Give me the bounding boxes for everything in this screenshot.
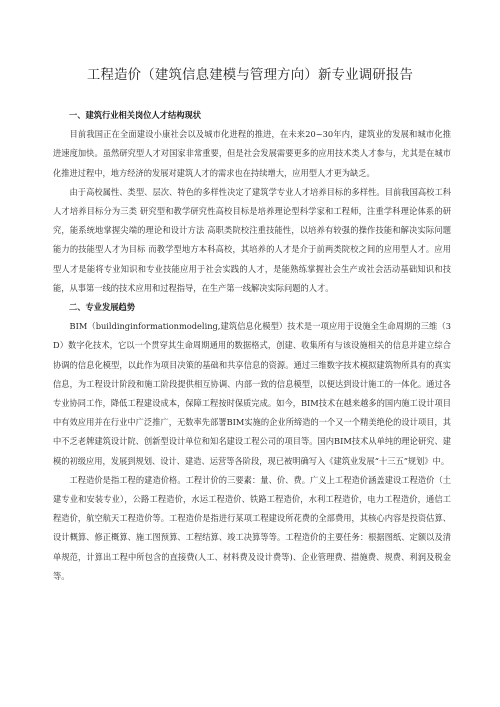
paragraph-bim-technology: BIM（buildinginformationmodeling,建筑信息化模型）技术是一项应用于设施全生命周期的三维（3D）数字化技术，它以一个贯穿其生命周期通用的数据格式，创建、收集所有与该设施相关的信息并建立综合协调的信息化模型，以此作为项目决策的基础和共享信息的资源。通过三维数字技术模拟建筑物所具有的真实信息，为工程设计阶段和施工阶段提供相互协调、内部一致的信息模型，以便达到设计施工的一体化。通过各专业协同工作，降低工程建设成本，保障工程按时保质完成。如今，BIM技术在越来越多的国内施工设计项目中有效应用并在行业中广泛推广，无数率先部署BIM实施的企业所缔造的一个又一个精美绝伦的设计项目，其中不乏老牌建筑设计院、创新型设计单位和知名建设工程公司的项目等。国内BIM技术从单纯的理论研究、建模的初级应用，发展到规划、设计、建造、运营等各阶段，现已被明确写入《建筑业发展“十三五”规划》中。 <box>53 321 451 466</box>
paragraph-talent-demand: 目前我国正在全面建设小康社会以及城市化进程的推进，在未来20~30年内，建筑业的发展和城市化推进速度加快。虽然研究型人才对国家非常重要，但是社会发展需要更多的应用技术类人才参与，尤其是在城市化推进过程中，地方经济的发展对建筑人才的需求也在持续增大，应用型人才更为缺乏。 <box>53 129 451 178</box>
document-title: 工程造价（建筑信息建模与管理方向）新专业调研报告 <box>86 68 414 83</box>
paragraph-engineering-cost: 工程造价是指工程的建造价格。工程计价的三要素：量、价、费。广义上工程造价涵盖建设工程造价（土建专业和安装专业），公路工程造价，水运工程造价、铁路工程造价，水利工程造价，电力工程造价，通信工程造价，航空航天工程造价等。工程造价是指进行某项工程建设所花费的全部费用，其核心内容是投资估算、设计概算、修正概算、施工图预算、工程结算、竣工决算等等。工程造价的主要任务：根据图纸、定额以及清单规范，计算出工程中所包含的直接费(人工、材料费及设计费等)、企业管理费、措施费、规费、利润及税金等。 <box>53 474 451 581</box>
section-heading-talent-structure: 一、建筑行业相关岗位人才结构现状 <box>69 110 201 120</box>
paragraph-talent-types: 由于高校属性、类型、层次、特色的多样性决定了建筑学专业人才培养目标的多样性。目前我国高校工科人才培养目标分为三类 研究型和教学研究性高校目标是培养理论型科学家和工程师，注重学科理论体系的研究，能系统地掌握尖端的理论和设计方法 高职类院校注重技能性，以培养有较强的操作技能和解决实际问题能力的技能型人才为目标 而教学型地方本科高校，其培养的人才是介于前两类院校之间的应用型人才。应用型人才是能将专业知识和专业技能应用于社会实践的人才，是能熟练掌握社会生产或社会活动基础知识和技能，从事第一线的技术应用和过程指导，在生产第一线解决实际问题的人才。 <box>53 186 451 293</box>
document-body <box>53 106 451 581</box>
section-heading-development-trend: 二、专业发展趋势 <box>69 302 135 313</box>
